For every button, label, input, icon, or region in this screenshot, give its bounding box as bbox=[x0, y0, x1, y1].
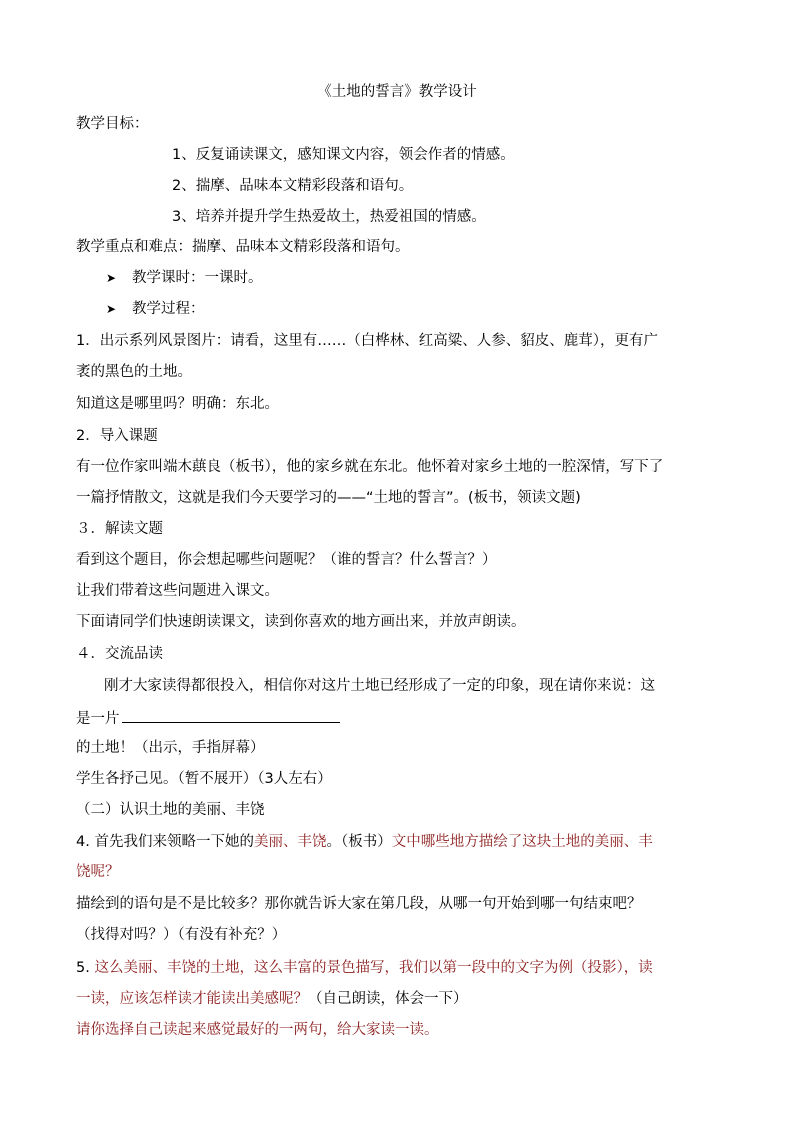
item5-line2 bbox=[76, 989, 468, 1009]
item5-text-end: （自己朗读，体会一下） bbox=[308, 991, 468, 1007]
step3-line2: 让我们带着这些问题进入课文。 bbox=[76, 583, 279, 599]
item5-number: 5. bbox=[76, 960, 95, 976]
item4-line4: （找得对吗？）（有没有补充？） bbox=[76, 927, 287, 943]
item5-highlight-1: 这么美丽、丰饶的土地，这么丰富的景色描写，我们以第一段中的文字为例（投影），读 bbox=[94, 960, 653, 976]
step1-line1: 1．出示系列风景图片：请看，这里有……（白桦林、红高粱、人参、貂皮、鹿茸），更有广 bbox=[76, 333, 658, 349]
item5-highlight-2: 一读，应该怎样读才能读出美感呢？ bbox=[76, 991, 308, 1007]
item5-line1 bbox=[76, 958, 653, 978]
goal-item-3: 3、培养并提升学生热爱故土，热爱祖国的情感。 bbox=[172, 209, 486, 225]
step2-line2: 一篇抒情散文，这就是我们今天要学习的——“土地的誓言”。(板书，领读文题) bbox=[76, 490, 581, 506]
step3-heading: ３．解读文题 bbox=[76, 521, 163, 537]
bullet-item-1 bbox=[106, 268, 263, 288]
step1-line3: 知道这是哪里吗？明确：东北。 bbox=[76, 396, 279, 412]
step1-line2: 袤的黑色的土地。 bbox=[76, 364, 192, 380]
goal-item-1: 1、反复诵读课文，感知课文内容，领会作者的情感。 bbox=[172, 147, 515, 163]
step4-line3: 学生各抒己见。（暂不展开）（3人左右） bbox=[76, 771, 332, 787]
step4-para1: 刚才大家读得都很投入，相信你对这片土地已经形成了一定的印象，现在请你来说：这 bbox=[104, 678, 655, 694]
step3-line3: 下面请同学们快速朗读课文，读到你喜欢的地方画出来，并放声朗读。 bbox=[76, 614, 526, 630]
item4-line1 bbox=[76, 832, 653, 852]
focus-line: 教学重点和难点：揣摩、品味本文精彩段落和语句。 bbox=[76, 239, 410, 255]
step4-heading: ４．交流品读 bbox=[76, 646, 163, 662]
item4-text-start: 4. 首先我们来领略一下她的 bbox=[76, 834, 254, 850]
fill-in-blank bbox=[122, 707, 340, 723]
goals-heading: 教学目标： bbox=[76, 116, 149, 132]
item4-line3: 描绘到的语句是不是比较多？那你就告诉大家在第几段，从哪一句开始到哪一句结束吧？ bbox=[76, 896, 642, 912]
item4-text-mid: 。（板书） bbox=[326, 834, 392, 850]
step4-line-after-blank: 的土地！（出示，手指屏幕） bbox=[76, 740, 265, 756]
document-title: 《土地的誓言》教学设计 bbox=[317, 84, 477, 100]
item5-line3: 请你选择自己读起来感觉最好的一两句，给大家读一读。 bbox=[76, 1022, 439, 1038]
step3-line1: 看到这个题目，你会想起哪些问题呢？（谁的誓言？什么誓言？） bbox=[76, 552, 497, 568]
step4-blank-line bbox=[76, 707, 340, 729]
item4-line2: 饶呢？ bbox=[76, 864, 120, 880]
bullet-item-2 bbox=[106, 299, 205, 319]
arrow-bullet-icon: ➤ bbox=[106, 271, 117, 285]
step2-line1: 有一位作家叫端木蕻良（板书），他的家乡就在东北。他怀着对家乡土地的一腔深情，写下了 bbox=[76, 459, 664, 475]
goal-item-2: 2、揣摩、品味本文精彩段落和语句。 bbox=[172, 178, 414, 194]
item4-highlight-2: 文中哪些地方描绘了这块土地的美丽、丰 bbox=[391, 834, 653, 850]
section2-heading: （二）认识土地的美丽、丰饶 bbox=[76, 802, 265, 818]
bullet-text-1: 教学课时：一课时。 bbox=[132, 270, 263, 286]
item4-highlight-1: 美丽、丰饶 bbox=[253, 834, 327, 850]
step2-heading: 2．导入课题 bbox=[76, 428, 158, 444]
arrow-bullet-icon: ➤ bbox=[106, 302, 117, 316]
blank-prefix: 是一片 bbox=[76, 711, 120, 727]
bullet-text-2: 教学过程： bbox=[132, 301, 205, 317]
